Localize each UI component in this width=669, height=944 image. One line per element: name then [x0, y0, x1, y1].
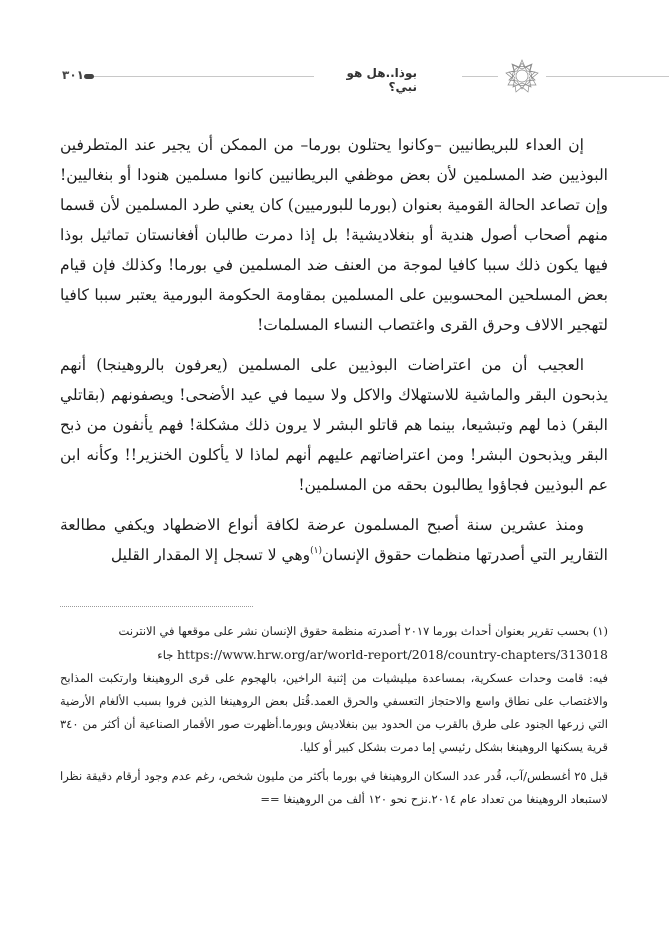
paragraph: إن العداء للبريطانيين –وكانوا يحتلون بورما– من الممكن أن يجير عند المتطرفين البوذيين ضد المسلمين لأن بعض موظفي البريطانيين كانوا مسلمين هنودا أو بنغاليين! وإن تصاعد الحالة القومية بعنوان (بورما للبورميين) كان يعني طرد المسلمين لأن قسما منهم أصحاب أصول هندية أو بنغلاديشية! بل إذا دمرت طالبان أفغانستان تماثيل بوذا فيها يكون ذلك سببا كافيا لموجة من العنف ضد المسلمين في بورما! وكذلك فإن قيام بعض المسلحين المحسوبين على المسلمين بمقاومة الحكومة البورمية يعتبر سببا كافيا لتهجير الالاف وحرق القرى واغتصاب النساء المسلمات!: [60, 136, 608, 334]
paragraph-text: ومنذ عشرين سنة أصبح المسلمون عرضة لكافة أنواع الاضطهاد ويكفي مطالعة التقارير التي أصدرتها منظمات حقوق الإنسان: [60, 516, 608, 564]
footnotes: [60, 620, 608, 817]
header-rule: [462, 76, 498, 77]
footnote-separator: [60, 606, 253, 607]
page-number-marker: [84, 74, 94, 79]
footnote-text: قبل ٢٥ أغسطس/آب، قُدر عدد السكان الروهينغا في بورما بأكثر من مليون شخص، رغم عدم وجود أرقام دقيقة نظرا لاستبعاد الروهينغا من تعداد عام ٢٠١٤.نزح نحو ١٢٠ ألف من الروهينغا ==: [60, 769, 608, 806]
page-number: ٣٠١: [62, 68, 84, 82]
paragraph: [60, 510, 608, 570]
footnote-text: فيه: قامت وحدات عسكرية، بمساعدة ميليشيات من إثنية الراخين، بالهجوم على قرى الروهينغا وارتكبت المذابح والاغتصاب على نطاق واسع والاحتجاز التعسفي والحرق العمد.قُتل بعض الروهينغا الذين فروا بسبب الألغام الأرضية التي زرعها الجنود على طرق بالقرب من الحدود بين بنغلاديش وبورما.أظهرت صور الأقمار الصناعية أن أكثر من ٣٤٠ قرية يسكنها الروهينغا بشكل رئيسي إما دمرت بشكل كبير أو كليا.: [60, 671, 608, 754]
footnote: [60, 765, 608, 811]
running-title: بوذا..هل هو نبي؟: [346, 66, 417, 94]
paragraph-text: وهي لا تسجل إلا المقدار القليل: [110, 546, 311, 564]
paragraph: العجيب أن من اعتراضات البوذيين على المسلمين (يعرفون بالروهينجا) أنهم يذبحون البقر والماشية للاستهلاك والاكل ولا سيما في عيد الأضحى! ويصفونهم (بقاتلي البقر) ذما لهم وتبشيعا، بينما هم قاتلو البشر لا يرون ذلك مشكلة! فهم يأنفون من ذبح البقر ويذبحون البشر! ومن اعتراضاتهم عليهم أنهم لماذا لا يأكلون الخنزير!! وكأنه ابن عم البوذيين فجاؤوا يطالبون بحقه من المسلمين!: [60, 356, 608, 494]
islamic-star-ornament-icon: [505, 59, 539, 93]
footnote-marker: (١): [592, 624, 608, 638]
header-rule: [94, 76, 314, 77]
header-rule: [546, 76, 669, 77]
footnote-intro: بحسب تقرير بعنوان أحداث بورما ٢٠١٧ أصدرته منظمة حقوق الإنسان نشر على موقعها في الانترنت: [118, 624, 590, 638]
footnote-text: جاء: [157, 648, 174, 662]
running-header: [0, 58, 669, 98]
main-text: [60, 130, 608, 580]
footnote-reference[interactable]: (١): [310, 546, 323, 556]
footnote-url-link[interactable]: https://www.hrw.org/ar/world-report/2018/country-chapters/313018: [176, 647, 608, 662]
footnote: [60, 620, 608, 759]
